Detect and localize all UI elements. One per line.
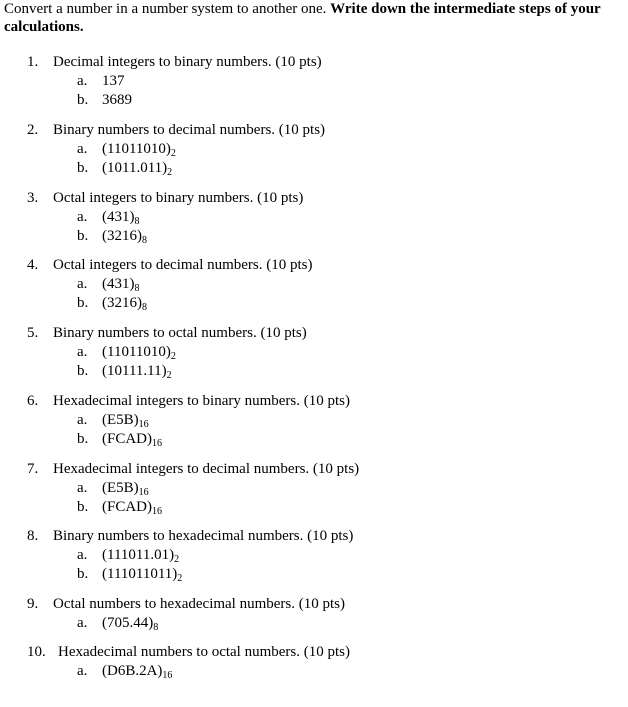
number-base-subscript: 16 (138, 419, 149, 430)
problem-item (4, 189, 604, 246)
sub-question-letter: a. (77, 547, 88, 563)
number-base-subscript: 8 (142, 235, 147, 246)
number-base-subscript: 2 (170, 148, 176, 159)
sub-question-value: (E5B) (102, 480, 139, 496)
sub-question-letter: b. (77, 92, 89, 108)
sub-question (4, 140, 604, 159)
sub-question-value: 137 (102, 73, 125, 89)
sub-question-letter: a. (77, 209, 88, 225)
sub-question-value: (1011.011) (102, 160, 168, 176)
problem-heading (4, 460, 604, 479)
sub-question-value: (3216) (102, 228, 142, 244)
number-base-subscript: 2 (177, 573, 183, 584)
sub-question-value: (111011011) (102, 566, 178, 582)
number-base-subscript: 16 (162, 670, 173, 681)
problem-heading (4, 324, 604, 343)
problem-item (4, 460, 604, 517)
sub-question-value: (11011010) (102, 141, 171, 157)
problem-title: Decimal integers to binary numbers. (10 pts) (53, 54, 322, 70)
problem-heading (4, 643, 604, 662)
sub-question (4, 208, 604, 227)
problem-item (4, 392, 604, 449)
instructions-bold-text: Write down the intermediate steps of your calculations. (4, 1, 601, 35)
number-base-subscript: 2 (170, 351, 176, 362)
problem-item (4, 643, 604, 681)
sub-question (4, 614, 604, 633)
sub-question-letter: a. (77, 73, 88, 89)
problem-title: Hexadecimal integers to binary numbers. (10 pts) (53, 393, 350, 409)
sub-question-letter: b. (77, 431, 89, 447)
sub-question-value: (D6B.2A) (102, 663, 163, 679)
number-base-subscript: 8 (142, 302, 147, 313)
sub-question-letter: b. (77, 499, 89, 515)
sub-question (4, 275, 604, 294)
sub-question-letter: a. (77, 615, 88, 631)
sub-question-letter: a. (77, 141, 88, 157)
problem-number: 7. (27, 461, 39, 477)
problem-number: 9. (27, 596, 39, 612)
sub-question (4, 72, 604, 91)
sub-question (4, 159, 604, 178)
problem-heading (4, 527, 604, 546)
sub-question-letter: b. (77, 295, 89, 311)
sub-question-letter: a. (77, 276, 88, 292)
sub-question-value: (11011010) (102, 344, 171, 360)
sub-question-letter: b. (77, 566, 89, 582)
problem-title: Binary numbers to decimal numbers. (10 pts) (53, 122, 326, 138)
problem-number: 6. (27, 393, 39, 409)
sub-question-value: (FCAD) (102, 431, 153, 447)
sub-question-letter: a. (77, 344, 88, 360)
problem-number: 1. (27, 54, 39, 70)
sub-question (4, 498, 604, 517)
problem-item (4, 53, 604, 110)
sub-question-value: (10111.11) (102, 363, 167, 379)
sub-question-value: (431) (102, 276, 135, 292)
sub-question-value: (705.44) (102, 615, 154, 631)
number-base-subscript: 16 (152, 506, 163, 517)
instructions-paragraph (4, 0, 622, 36)
problem-item (4, 595, 604, 633)
problem-number: 2. (27, 122, 39, 138)
problem-heading (4, 392, 604, 411)
sub-question (4, 479, 604, 498)
sub-question-letter: b. (77, 228, 89, 244)
sub-question-value: (431) (102, 209, 135, 225)
problem-heading (4, 256, 604, 275)
instructions-text: Convert a number in a number system to another one. (4, 1, 331, 17)
problem-number: 4. (27, 257, 39, 273)
problem-title: Hexadecimal integers to decimal numbers. (10 pts) (53, 461, 360, 477)
problem-heading (4, 595, 604, 614)
sub-question-value: (FCAD) (102, 499, 153, 515)
sub-question (4, 294, 604, 313)
sub-question (4, 343, 604, 362)
number-base-subscript: 2 (174, 554, 180, 565)
sub-question-letter: a. (77, 412, 88, 428)
sub-question (4, 662, 604, 681)
problem-item (4, 121, 604, 178)
problem-title: Octal integers to decimal numbers. (10 pts) (53, 257, 313, 273)
sub-question-value: (111011.01) (102, 547, 175, 563)
number-base-subscript: 16 (138, 487, 149, 498)
sub-question-value: (E5B) (102, 412, 139, 428)
sub-question-letter: a. (77, 480, 88, 496)
sub-question-letter: a. (77, 663, 88, 679)
problem-number: 8. (27, 528, 39, 544)
number-base-subscript: 8 (134, 216, 140, 227)
sub-question (4, 565, 604, 584)
number-base-subscript: 2 (167, 167, 173, 178)
problem-title: Hexadecimal numbers to octal numbers. (10 pts) (58, 644, 351, 660)
problem-heading (4, 121, 604, 140)
sub-question-letter: b. (77, 363, 89, 379)
number-base-subscript: 8 (134, 283, 140, 294)
sub-question (4, 362, 604, 381)
problem-title: Binary numbers to octal numbers. (10 pts) (53, 325, 307, 341)
sub-question (4, 546, 604, 565)
sub-question-value: (3216) (102, 295, 142, 311)
problem-number: 3. (27, 190, 39, 206)
problem-title: Binary numbers to hexadecimal numbers. (10 pts) (53, 528, 354, 544)
sub-question (4, 91, 604, 110)
problem-title: Octal numbers to hexadecimal numbers. (10 pts) (53, 596, 346, 612)
sub-question-letter: b. (77, 160, 89, 176)
problem-item (4, 527, 604, 584)
problem-heading (4, 189, 604, 208)
sub-question (4, 430, 604, 449)
problem-title: Octal integers to binary numbers. (10 pts) (53, 190, 304, 206)
problem-number: 5. (27, 325, 39, 341)
number-base-subscript: 2 (166, 370, 172, 381)
sub-question (4, 411, 604, 430)
problem-heading (4, 53, 604, 72)
sub-question (4, 227, 604, 246)
problem-item (4, 324, 604, 381)
problem-item (4, 256, 604, 313)
problem-number: 10. (27, 644, 46, 660)
number-base-subscript: 8 (153, 622, 159, 633)
sub-question-value: 3689 (102, 92, 132, 108)
number-base-subscript: 16 (152, 438, 163, 449)
